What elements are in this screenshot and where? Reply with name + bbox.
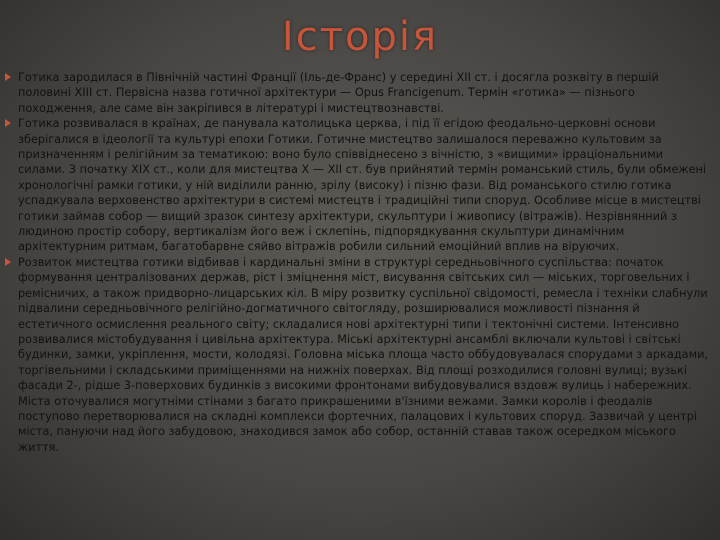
bullet-arrow-icon	[5, 119, 11, 127]
paragraph-1-text: Готика зародилася в Північній частині Франції (Іль-де-Франс) у середині XII ст. і досягла розквіту в першій половині XIII ст. Первісна назва готичної архітектури — Opus Francigenum. Термін «готика» — пізнього походження, але саме він закріпився в літературі і мистецтвознавстві.	[18, 71, 659, 115]
paragraph-2	[4, 116, 712, 255]
paragraph-1	[4, 70, 712, 116]
slide-body	[4, 70, 712, 538]
bullet-arrow-icon	[5, 258, 11, 266]
bullet-arrow-icon	[5, 73, 11, 81]
paragraph-3	[4, 255, 712, 455]
paragraph-2-text: Готика розвивалася в країнах, де панувала католицька церква, і під її егідою феодально-церковні основи зберігалися в ідеології та культурі епохи Готики. Готичне мистецтво залишалося переважно культовим за призначенням і релігійним за тематикою: воно було співвіднесено з вічністю, з «вищими» ірраціональними силами. З початку XIX ст., коли для мистецтва X — XII ст. був прийнятий термін романський стиль, були обмежені хронологічні рамки готики, у ній виділили ранню, зрілу (високу) і пізню фази. Від романського стилю готика успадкувала верховенство архітектури в системі мистецтв і традиційні типи споруд. Особливе місце в мистецтві готики займав собор — вищий зразок синтезу архітектури, скульптури і живопису (вітражів). Незрівнянний з людиною простір собору, вертикалізм його веж і склепінь, підпорядкування скульптури динамічним архітектурним ритмам, багатобарвне сяйво вітражів робили сильний емоційний вплив на віруючих.	[18, 117, 707, 254]
slide-title: Історія	[281, 14, 439, 60]
paragraph-3-text: Розвиток мистецтва готики відбивав і кардинальні зміни в структурі середньовічного суспільства: початок формування централізованих держав, ріст і зміцнення міст, висування світських сил — міських, торговельних і ремісничих, а також придворно-лицарських кіл. В міру розвитку суспільної свідомості, ремесла і техніки слабнули підвалини середньовічного релігійно-догматичного світогляду, розширювалися можливості пізнання й естетичного осмислення реального світу; складалися нові архітектурні типи і тектонічні системи. Інтенсивно розвивалися містобудування і цивільна архітектура. Міські архітектурні ансамблі включали культові і світські будинки, замки, укріплення, мости, колодязі. Головна міська площа часто оббудовувалася спорудами з аркадами, торгівельними і складськими приміщеннями на нижніх поверхах. Від площі розходилися головні вулиці; вузькі фасади 2-, рідше 3-поверхових будинків з високими фронтонами вибудовувалися вздовж вулиць і набережних. Міста оточувалися могутніми стінами з багато прикрашеними в'їзними вежами. Замки королів і феодалів поступово перетворювалися на складні комплекси фортечних, палацових і культових споруд. Зазвичай у центрі міста, пануючи над його забудовою, знаходився замок або собор, останній ставав також осередком міського життя.	[18, 255, 709, 454]
